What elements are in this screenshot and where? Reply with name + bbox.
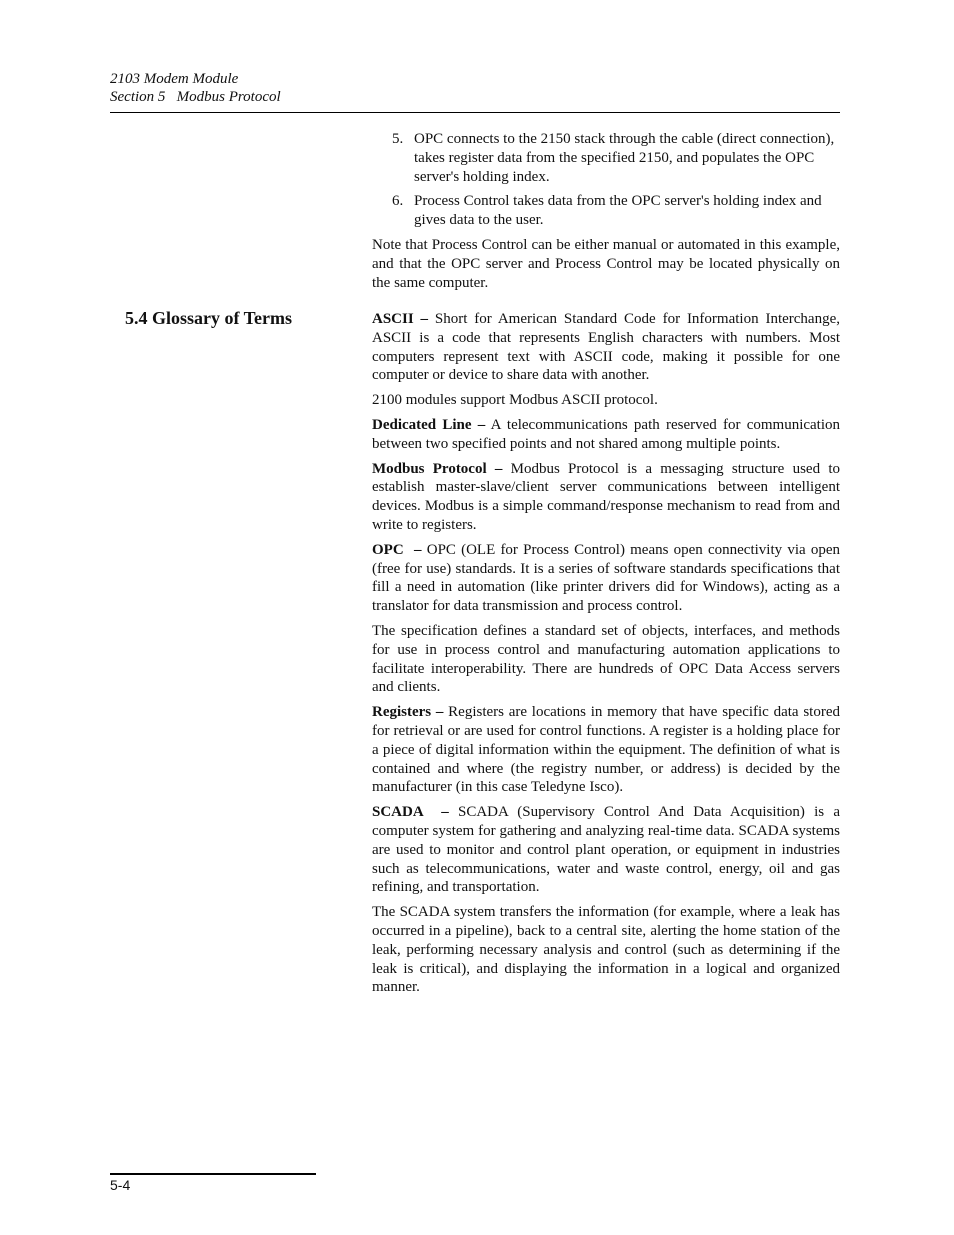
glossary-note-ascii: 2100 modules support Modbus ASCII protocol. xyxy=(372,392,658,409)
page-number: 5-4 xyxy=(110,1177,131,1193)
glossary-term: Registers – xyxy=(372,704,444,721)
glossary-definition: Registers are locations in memory that have specific data stored for retrieval or are used for control functions. A register is a holding place for a piece of digital information within the equipment. The definition of what is contained and where (the registry number, or address) is decided by the manufacturer (in this case Teledyne Isco). xyxy=(372,704,840,796)
glossary-note-opc: The specification defines a standard set of objects, interfaces, and methods for use in process control and manufacturing automation applications to facilitate interoperability. There are hundreds of OPC Data Access servers and clients. xyxy=(372,622,840,696)
header-title: 2103 Modem Module xyxy=(110,71,239,87)
glossary-definition: Short for American Standard Code for Information Interchange, ASCII is a code that represents English characters with numbers. Most computers represent text with ASCII code, making it possible for one computer or device to share data with another. xyxy=(372,311,840,384)
running-header xyxy=(110,70,840,106)
glossary-note-scada: The SCADA system transfers the information (for example, where a leak has occurred in a pipeline), back to a central site, alerting the home station of the leak, performing necessary analysis and control (such as determining if the leak is critical), and displaying the information in a logical and organized manner. xyxy=(372,904,840,996)
glossary-entry-modbus xyxy=(372,460,840,535)
list-item-text: Process Control takes data from the OPC server's holding index and gives data to the user. xyxy=(414,193,822,229)
glossary-definition: OPC (OLE for Process Control) means open connectivity via open (free for use) standards. It is a series of software standards specifications that fill a need in automation (like printer drivers did for Windows), acting as a translator for data transmission and process control. xyxy=(372,541,840,615)
glossary-entry-dedicated-line xyxy=(372,416,840,454)
glossary-term: ASCII – xyxy=(372,311,429,327)
header-rule xyxy=(110,112,840,113)
procedure-continuation xyxy=(372,130,840,298)
list-item xyxy=(372,130,840,186)
glossary-term: OPC – xyxy=(372,541,422,558)
glossary-body xyxy=(372,310,840,1003)
glossary-entry-ascii xyxy=(372,310,840,385)
glossary-entry-scada xyxy=(372,803,840,897)
list-item xyxy=(372,192,840,230)
glossary-definition: A telecommunications path reserved for communication between two specified points and not shared among multiple points. xyxy=(372,416,841,452)
glossary-term: Modbus Protocol – xyxy=(372,460,503,477)
glossary-entry-opc xyxy=(372,541,840,616)
glossary-term: Dedicated Line – xyxy=(372,416,486,433)
numbered-list xyxy=(372,130,840,230)
glossary-term: SCADA – xyxy=(372,804,449,821)
section-heading: 5.4 Glossary of Terms xyxy=(125,308,293,328)
list-item-text: OPC connects to the 2150 stack through the cable (direct connection), takes register data from the specified 2150, and populates the OPC server's holding index. xyxy=(414,131,835,185)
list-item-number: 6. xyxy=(392,193,404,210)
glossary-entry-registers xyxy=(372,703,840,797)
glossary-definition: SCADA (Supervisory Control And Data Acquisition) is a computer system for gathering and analyzing real-time data. SCADA systems are used to monitor and control plant operation, or equipment in industries such as telecommunications, water and waste control, energy, oil and gas refining, and transportation. xyxy=(372,804,840,896)
glossary-definition: Modbus Protocol is a messaging structure used to establish master-slave/client server communications between intelligent devices. Modbus is a simple command/response mechanism to read from and write to registers. xyxy=(372,460,840,533)
header-section: Section 5 Modbus Protocol xyxy=(110,89,281,105)
footer-rule xyxy=(110,1173,316,1175)
list-item-number: 5. xyxy=(392,131,404,147)
process-control-note: Note that Process Control can be either manual or automated in this example, and that the OPC server and Process Control may be located physically on the same computer. xyxy=(372,236,840,291)
